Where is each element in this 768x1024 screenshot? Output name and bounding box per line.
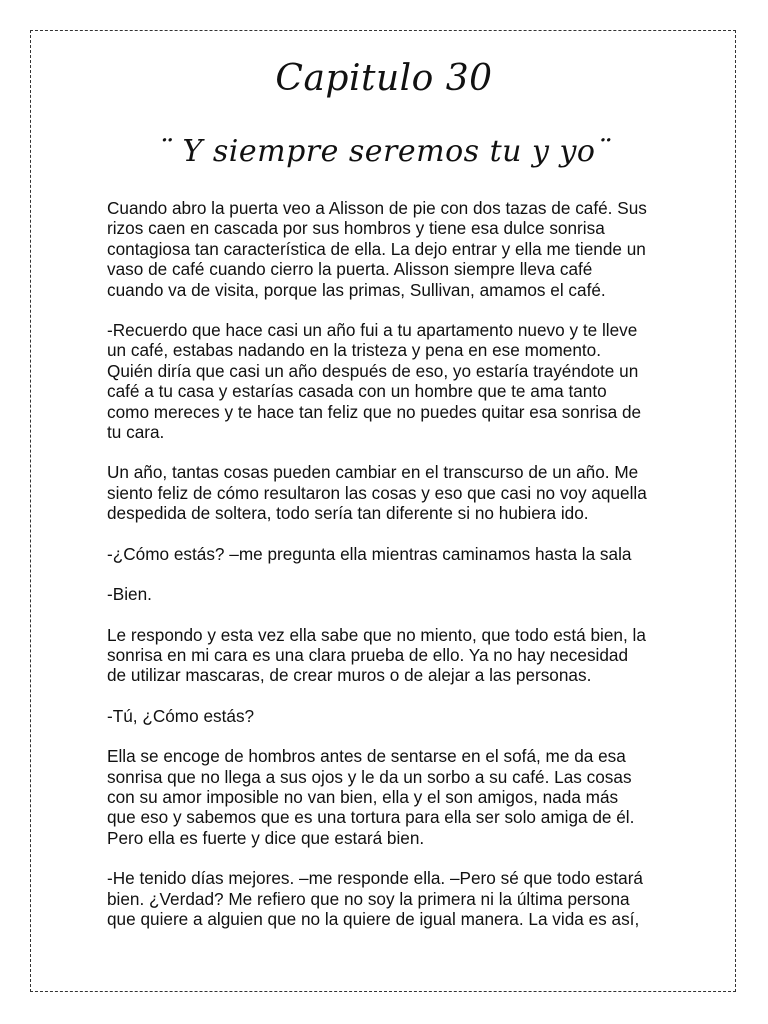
paragraph: -¿Cómo estás? –me pregunta ella mientras caminamos hasta la sala — [107, 543, 632, 564]
body-text — [107, 198, 667, 949]
paragraph: Ella se encoge de hombros antes de sentarse en el sofá, me da esa sonrisa que no llega a sus ojos y le da un sorbo a su café. Las cosas con su amor imposible no van bien, ella y el son amigos, nada más que eso y sabemos que es una tortura para ella ser solo amiga de él. Pero ella es fuerte y dice que estará bien. — [107, 746, 635, 848]
chapter-subtitle: ¨ Y siempre seremos tu y yo¨ — [157, 134, 611, 169]
chapter-title: Capitulo 30 — [275, 58, 493, 99]
paragraph: Le respondo y esta vez ella sabe que no miento, que todo está bien, la sonrisa en mi cara es una clara prueba de ello. Ya no hay necesidad de utilizar mascaras, de crear muros o de alejar a las personas. — [107, 624, 646, 686]
paragraph: -Bien. — [107, 584, 152, 605]
paragraph: -Tú, ¿Cómo estás? — [107, 705, 255, 726]
paragraph: Cuando abro la puerta veo a Alisson de pie con dos tazas de café. Sus rizos caen en cascada por sus hombros y tiene esa dulce sonrisa contagiosa tan característica de ella. La dejo entrar y ella me tiende un vaso de café cuando cierro la puerta. Alisson siempre lleva café cuando va de visita, porque las primas, Sullivan, amamos el café. — [107, 198, 647, 300]
paragraph: -He tenido días mejores. –me responde ella. –Pero sé que todo estará bien. ¿Verdad? Me refiero que no soy la primera ni la última persona que quiere a alguien que no la quiere de igual manera. La vida es así, — [107, 868, 643, 929]
paragraph: -Recuerdo que hace casi un año fui a tu apartamento nuevo y te lleve un café, estabas nadando en la tristeza y pena en ese momento. Quién diría que casi un año después de eso, yo estaría trayéndote un café a tu casa y estarías casada con un hombre que te ama tanto como mereces y te hace tan feliz que no puedes quitar esa sonrisa de tu cara. — [107, 320, 642, 443]
paragraph: Un año, tantas cosas pueden cambiar en el transcurso de un año. Me siento feliz de cómo resultaron las cosas y eso que casi no voy aquella despedida de soltera, todo sería tan diferente si no hubiera ido. — [107, 462, 647, 524]
